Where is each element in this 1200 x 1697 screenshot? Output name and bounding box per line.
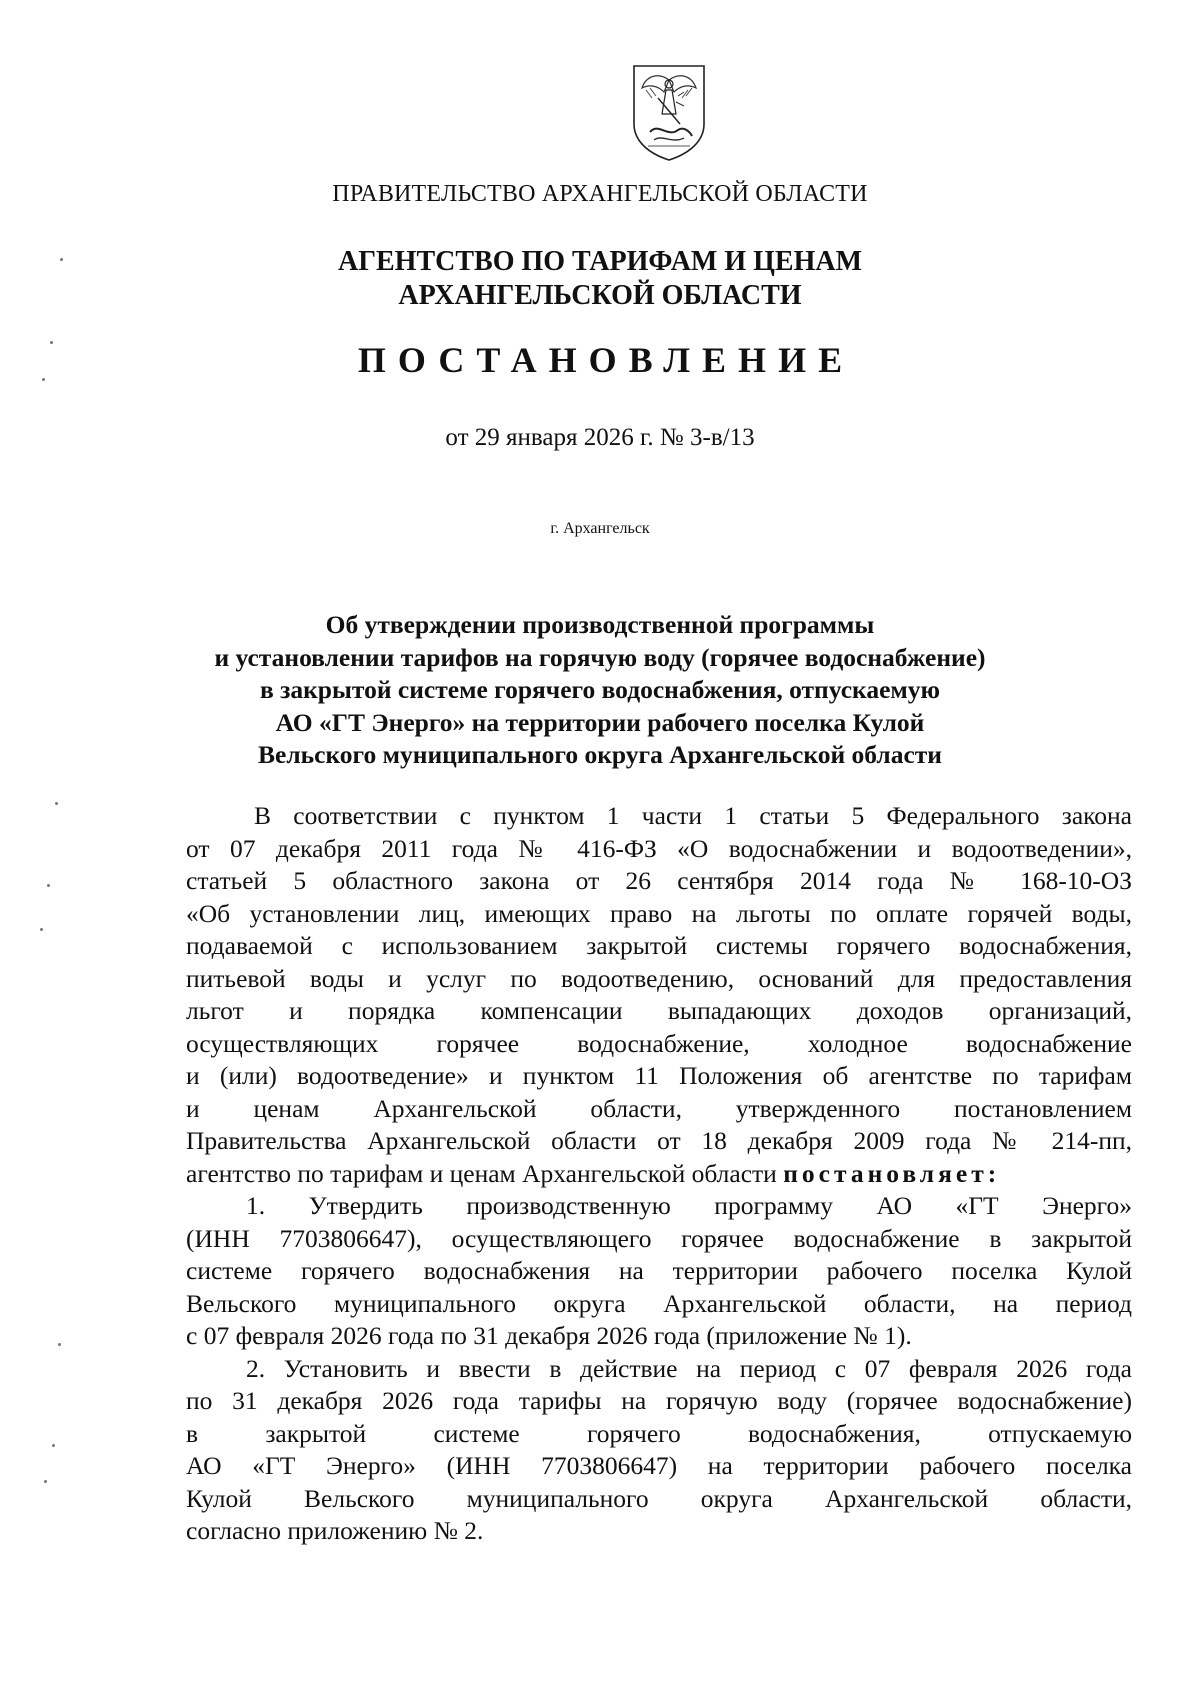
scan-dot <box>47 884 50 887</box>
document-city: г. Архангельск <box>550 520 650 537</box>
item-1-line: Вельского муниципального округа Архангельской области, на период <box>186 1288 1132 1318</box>
preamble-line: осуществляющих горячее водоснабжение, холодное водоснабжение <box>186 1028 1132 1058</box>
decree-word: постановляет: <box>783 1158 1001 1188</box>
scan-dot <box>55 802 58 805</box>
preamble-last-text: агентство по тарифам и ценам Архангельской области <box>186 1158 784 1188</box>
preamble-line: подаваемой с использованием закрытой системы горячего водоснабжения, <box>186 931 1132 960</box>
item-2-line: по 31 декабря 2026 года тарифы на горячую воду (горячее водоснабжение) <box>186 1386 1132 1415</box>
item-2-line: в закрытой системе горячего водоснабжения, отпускаемую <box>186 1418 1132 1448</box>
item-1-line: с 07 февраля 2026 года по 31 декабря 2026 года (приложение № 1). <box>186 1321 912 1350</box>
preamble-line: статьей 5 областного закона от 26 сентября 2014 года № 168-10-ОЗ <box>186 866 1132 895</box>
subject-line: Об утверждении производственной программы <box>325 610 875 639</box>
preamble-line: от 07 декабря 2011 года № 416-ФЗ «О водоснабжении и водоотведении», <box>186 833 1132 863</box>
preamble-line: питьевой воды и услуг по водоотведению, оснований для предоставления <box>186 963 1132 993</box>
subject-line: Вельского муниципального округа Архангельской области <box>258 740 942 769</box>
item-2-line: Кулой Вельского муниципального округа Архангельской области, <box>186 1483 1132 1513</box>
preamble-line: «Об установлении лиц, имеющих право на льготы по оплате горячей воды, <box>186 898 1132 928</box>
scan-dot <box>50 341 53 344</box>
scan-dot <box>40 928 43 931</box>
subject-line: и установлении тарифов на горячую воду (горячее водоснабжение) <box>214 642 986 672</box>
scan-dot <box>60 258 63 261</box>
subject-line: в закрытой системе горячего водоснабжения, отпускаемую <box>259 675 941 704</box>
scan-dot <box>52 1444 55 1447</box>
scan-dot <box>42 378 45 381</box>
preamble-last-line <box>186 1158 1132 1191</box>
item-1-line: (ИНН 7703806647), осуществляющего горячее водоснабжение в закрытой <box>186 1223 1132 1253</box>
preamble-line: Правительства Архангельской области от 18 декабря 2009 года № 214-пп, <box>186 1126 1132 1155</box>
scan-dot <box>58 1343 61 1346</box>
document-subject <box>170 609 1030 772</box>
government-name: ПРАВИТЕЛЬСТВО АРХАНГЕЛЬСКОЙ ОБЛАСТИ <box>332 181 868 207</box>
preamble-line: и ценам Архангельской области, утвержденного постановлением <box>186 1093 1132 1123</box>
document-body <box>186 800 1132 1548</box>
document-date-number: от 29 января 2026 г. № 3-в/13 <box>445 424 755 451</box>
item-2-line: АО «ГТ Энерго» (ИНН 7703806647) на территории рабочего поселка <box>186 1451 1132 1480</box>
document-type-title: ПОСТАНОВЛЕНИЕ <box>357 340 855 380</box>
agency-name <box>0 245 1200 313</box>
preamble-line: В соответствии с пунктом 1 части 1 статьи 5 Федерального закона <box>254 801 1132 830</box>
agency-name-line-1: АГЕНТСТВО ПО ТАРИФАМ И ЦЕНАМ <box>337 246 863 277</box>
scan-dot <box>44 1480 47 1483</box>
item-1-line: 1. Утвердить производственную программу АО «ГТ Энерго» <box>246 1191 1132 1220</box>
agency-name-line-2: АРХАНГЕЛЬСКОЙ ОБЛАСТИ <box>398 280 802 311</box>
subject-line: АО «ГТ Энерго» на территории рабочего поселка Кулой <box>275 707 925 737</box>
item-2-line: согласно приложению № 2. <box>186 1516 484 1545</box>
coat-of-arms-archangel-icon <box>628 62 710 162</box>
item-1-line: системе горячего водоснабжения на территории рабочего поселка Кулой <box>186 1256 1132 1285</box>
preamble-line: льгот и порядка компенсации выпадающих доходов организаций, <box>186 996 1132 1025</box>
preamble-line: и (или) водоотведение» и пунктом 11 Положения об агентстве по тарифам <box>186 1061 1132 1090</box>
item-2-line: 2. Установить и ввести в действие на период с 07 февраля 2026 года <box>246 1353 1132 1383</box>
